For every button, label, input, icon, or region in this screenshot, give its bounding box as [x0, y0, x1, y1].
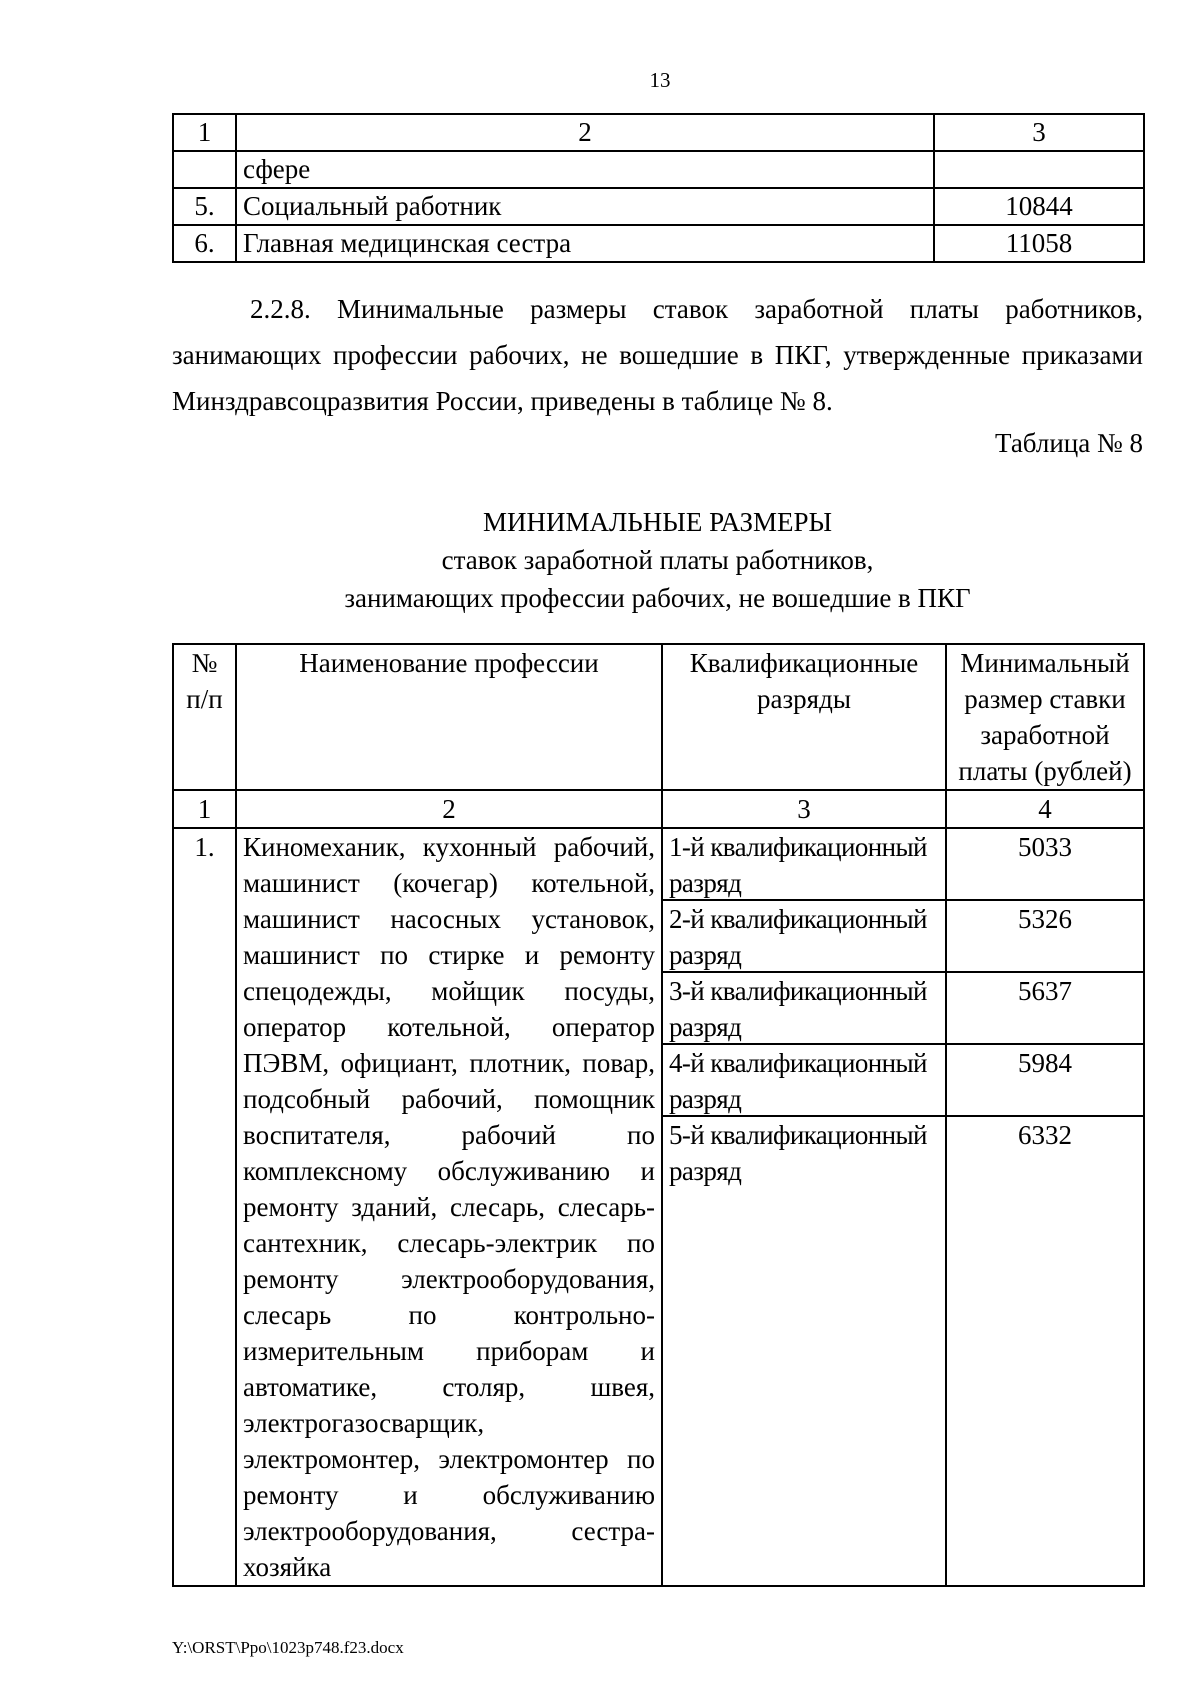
wage-value: 5033 [947, 829, 1143, 901]
table-8 [172, 643, 1145, 1587]
table-header-row [173, 114, 1144, 151]
paragraph-2-2-8: 2.2.8. Минимальные размеры ставок заработной платы работников, занимающих профессии рабочих, не вошедшие в ПКГ, утвержденные приказами Минздравсоцразвития России, приведены в таблице № 8. [172, 294, 1143, 416]
header-num: № п/п [173, 644, 236, 790]
wage-value: 5637 [947, 973, 1143, 1045]
row-name: сфере [236, 151, 934, 188]
profession-list: Киномеханик, кухонный рабочий, машинист (кочегар) котельной, машинист насосных установок, машинист по стирке и ремонту спецодежды, мойщик посуды, оператор котельной, оператор ПЭВМ, официант, плотник, повар, подсобный рабочий, помощник воспитателя, рабочий по комплексному обслуживанию и ремонту зданий, слесарь, слесарь-сантехник, слесарь-электрик по ремонту электрооборудования, слесарь по контрольно-измерительным приборам и автоматике, столяр, швея, электрогазосварщик, электромонтер, электромонтер по ремонту и обслуживанию электрооборудования, сестра-хозяйка [236, 828, 662, 1586]
qualification-grade: 3-й квалификационный разряд [663, 973, 945, 1045]
row-number: 1. [173, 828, 236, 1586]
wage-value: 6332 [1018, 1120, 1072, 1150]
table-title-line: ставок заработной платы работников, [441, 545, 874, 575]
table-row [173, 151, 1144, 188]
qualification-grade: 4-й квалификационный разряд [663, 1045, 945, 1117]
table-row [173, 188, 1144, 225]
row-number [173, 151, 236, 188]
row-value: 11058 [934, 225, 1144, 262]
row-value [934, 151, 1144, 188]
table-title [172, 503, 1143, 617]
table-header-cell: 3 [934, 114, 1144, 151]
row-number: 5. [173, 188, 236, 225]
footer-file-path: Y:\ORST\Ppo\1023p748.f23.docx [172, 1638, 404, 1657]
column-number: 2 [236, 790, 662, 828]
page-number: 13 [649, 68, 671, 92]
wage-value: 5984 [947, 1045, 1143, 1117]
table-header-row [173, 644, 1144, 790]
column-number: 3 [662, 790, 946, 828]
qualification-grade: 5-й квалификационный разряд [669, 1120, 927, 1186]
table-title-line: МИНИМАЛЬНЫЕ РАЗМЕРЫ [482, 507, 833, 537]
column-number: 1 [173, 790, 236, 828]
table-row [173, 225, 1144, 262]
top-table [172, 113, 1145, 263]
header-qualification: Квалификационные разряды [662, 644, 946, 790]
table-caption: Таблица № 8 [995, 428, 1143, 458]
table-header-cell: 2 [236, 114, 934, 151]
header-wage: Минимальный размер ставки заработной платы (рублей) [946, 644, 1144, 790]
column-number: 4 [946, 790, 1144, 828]
table-header-cell: 1 [173, 114, 236, 151]
row-name: Главная медицинская сестра [236, 225, 934, 262]
row-number: 6. [173, 225, 236, 262]
table-row [173, 828, 1144, 1586]
wage-values [946, 828, 1144, 1586]
column-number-row [173, 790, 1144, 828]
wage-value: 5326 [947, 901, 1143, 973]
row-value: 10844 [934, 188, 1144, 225]
header-profession: Наименование профессии [236, 644, 662, 790]
table-title-line: занимающих профессии рабочих, не вошедшие в ПКГ [344, 583, 971, 613]
qualification-grades [662, 828, 946, 1586]
row-name: Социальный работник [236, 188, 934, 225]
qualification-grade: 1-й квалификационный разряд [663, 829, 945, 901]
qualification-grade: 2-й квалификационный разряд [663, 901, 945, 973]
